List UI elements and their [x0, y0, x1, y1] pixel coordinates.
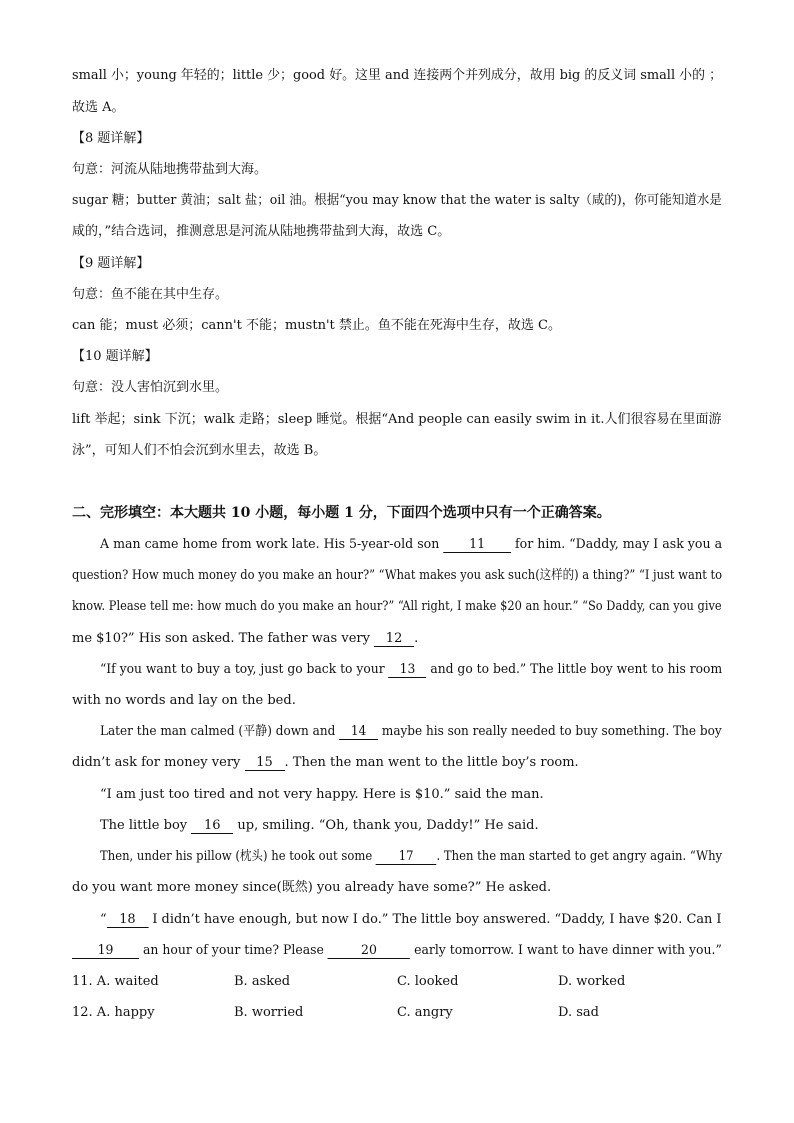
- passage-line: The little boy 16 up, smiling. “Oh, thank you, Daddy!” He said.: [100, 818, 539, 833]
- analysis-line: 句意：河流从陆地携带盐到大海。: [72, 162, 268, 177]
- passage-line: do you want more money since(既然) you already have some?” He asked.: [72, 880, 552, 895]
- passage-line: “I am just too tired and not very happy. Here is $10.” said the man.: [100, 787, 544, 802]
- analysis-line: 句意：鱼不能在其中生存。: [72, 287, 229, 302]
- section-heading: 二、完形填空：本大题共 10 小题，每小题 1 分，下面四个选项中只有一个正确答案。: [72, 505, 611, 521]
- passage-line: with no words and lay on the bed.: [72, 693, 296, 708]
- blank-17: 17: [376, 849, 437, 865]
- passage-line: A man came home from work late. His 5-year-old son 11 for him. “Daddy, may I ask you a: [100, 537, 723, 552]
- question-8-heading: 【8 题详解】: [72, 131, 150, 146]
- passage-line: 19 an hour of your time? Please 20 early tomorrow. I want to have dinner with you.”: [72, 941, 722, 961]
- blank-14: 14: [339, 724, 378, 740]
- analysis-line: 泳”，可知人们不怕会沉到水里去，故选 B。: [72, 443, 327, 458]
- option-12-b: B. worried: [234, 1005, 304, 1020]
- option-12-a: 12. A. happy: [72, 1005, 155, 1020]
- analysis-line: lift 举起；sink 下沉；walk 走路；sleep 睡觉。根据“And people can easily swim in it.人们很容易在里面游: [72, 412, 722, 427]
- analysis-line: can 能；must 必须；cann't 不能；mustn't 禁止。鱼不能在死海中生存，故选 C。: [72, 318, 561, 333]
- passage-line: “If you want to buy a toy, just go back to your 13 and go to bed.” The little boy went to his room: [100, 662, 723, 677]
- passage-line: Later the man calmed (平静) down and 14 maybe his son really needed to buy something. The boy: [100, 724, 722, 739]
- option-11-c: C. looked: [397, 974, 459, 989]
- passage-line: know. Please tell me: how much do you make an hour?” “All right, I make $20 an hour.” “So Daddy, can you give: [72, 599, 722, 614]
- analysis-line: 咸的，”结合选词，推测意思是河流从陆地携带盐到大海，故选 C。: [72, 224, 451, 239]
- analysis-line: 故选 A。: [72, 100, 125, 115]
- passage-line: question? How much money do you make an hour?” “What makes you ask such(这样的) a thing?” “I just want to: [72, 568, 723, 583]
- analysis-line: 句意：没人害怕沉到水里。: [72, 380, 229, 395]
- question-10-heading: 【10 题详解】: [72, 349, 158, 364]
- blank-11: 11: [443, 537, 511, 553]
- option-11-b: B. asked: [234, 974, 291, 989]
- option-12-c: C. angry: [397, 1005, 453, 1020]
- passage-line: “ 18 I didn’t have enough, but now I do.” The little boy answered. “Daddy, I have $20. Can I: [100, 912, 722, 927]
- passage-line: didn’t ask for money very 15 . Then the man went to the little boy’s room.: [72, 755, 579, 770]
- option-12-d: D. sad: [558, 1005, 599, 1020]
- blank-20: 20: [328, 943, 410, 959]
- question-9-heading: 【9 题详解】: [72, 256, 150, 271]
- blank-15: 15: [245, 755, 285, 771]
- passage-line: Then, under his pillow (枕头) he took out some 17 . Then the man started to get angry again. “Why: [100, 849, 723, 864]
- blank-19: 19: [72, 943, 139, 959]
- option-11-d: D. worked: [558, 974, 626, 989]
- blank-18: 18: [107, 912, 149, 928]
- analysis-line: sugar 糖；butter 黄油；salt 盐；oil 油。根据“you may know that the water is salty（咸的)，你可能知道水是: [72, 193, 722, 208]
- option-11-a: 11. A. waited: [72, 974, 159, 989]
- blank-13: 13: [389, 662, 427, 678]
- passage-line: me $10?” His son asked. The father was very 12 .: [72, 631, 419, 646]
- blank-12: 12: [374, 631, 414, 647]
- analysis-line: small 小；young 年轻的；little 少；good 好。这里 and 连接两个并列成分，故用 big 的反义词 small 小的 ；: [72, 68, 723, 83]
- blank-16: 16: [191, 818, 233, 834]
